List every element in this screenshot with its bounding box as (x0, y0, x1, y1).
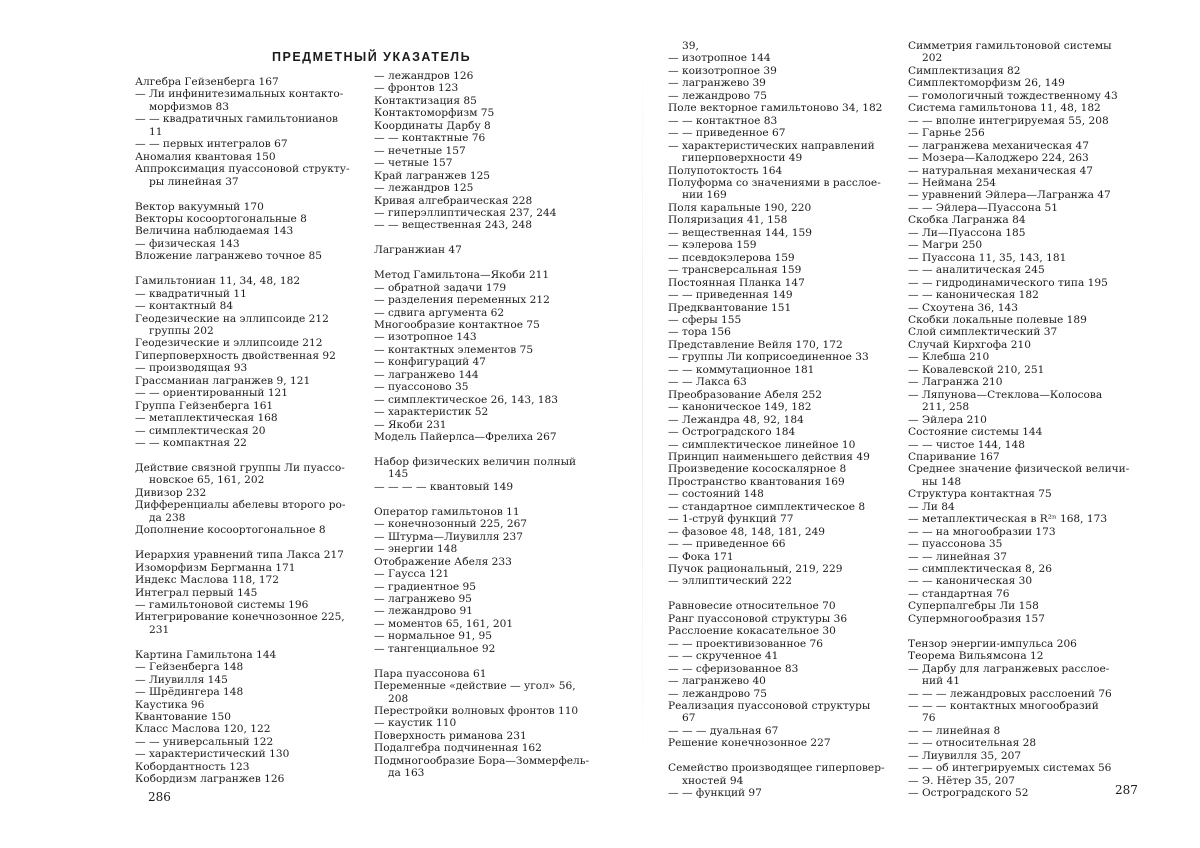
index-entry-continuation: 211, 258 (922, 401, 970, 414)
index-entry: Картина Гамильтона 144 (135, 648, 277, 661)
index-entry: Пучок рациональный, 219, 229 (668, 563, 843, 576)
index-entry: — нечетные 157 (374, 144, 466, 157)
index-entry: Вектор вакуумный 170 (135, 200, 264, 213)
index-entry: Группа Гейзенберга 161 (135, 399, 274, 412)
index-entry: Многообразие контактное 75 (374, 319, 540, 332)
index-entry: — фазовое 48, 148, 181, 249 (668, 525, 826, 538)
index-entry: — обратной задачи 179 (374, 281, 507, 294)
blank-line (374, 232, 609, 244)
index-entry: — гиперэллиптическая 237, 244 (374, 206, 557, 219)
index-entry: — метаплектическая в R²ⁿ 168, 173 (908, 513, 1108, 526)
index-entry: Поверхность риманова 231 (374, 729, 527, 742)
index-entry: Ранг пуассоновой структуры 36 (668, 612, 848, 625)
index-entry: — — чистое 144, 148 (908, 438, 1025, 451)
index-entry: Спаривание 167 (908, 450, 1000, 463)
index-entry-continuation: 67 (682, 712, 696, 725)
index-entry: — нормальное 91, 95 (374, 630, 493, 643)
index-entry: — физическая 143 (135, 237, 240, 250)
index-entry: Гиперповерхность двойственная 92 (135, 349, 336, 362)
index-entry: — лагранжево 144 (374, 368, 479, 381)
index-entry: — эллиптический 222 (668, 575, 792, 588)
blank-line (135, 450, 365, 462)
index-entry: — сдвига аргумента 62 (374, 306, 505, 319)
index-entry: — конфигураций 47 (374, 356, 487, 369)
index-entry: Кобордантность 123 (135, 760, 250, 773)
index-entry: Иерархия уравнений типа Лакса 217 (135, 549, 344, 562)
index-column-1 (135, 76, 365, 786)
index-entry: — Лиувилля 35, 207 (908, 749, 1022, 762)
index-entry: — — проективизованное 76 (668, 637, 824, 650)
index-entry: Координаты Дарбу 8 (374, 119, 491, 132)
index-entry: — характеристический 130 (135, 748, 290, 761)
index-entry: Пара пуассонова 61 (374, 667, 487, 680)
index-entry: Метод Гамильтона—Якоби 211 (374, 269, 550, 282)
index-entry: — Шрёдингера 148 (135, 686, 244, 699)
index-entry: Супермногообразия 157 (908, 612, 1046, 625)
index-entry: — гомологичный тождественному 43 (908, 89, 1118, 102)
index-entry: Симплектизация 82 (908, 64, 1021, 77)
blank-line (908, 625, 1133, 637)
index-entry: — лежандров 125 (374, 182, 474, 195)
index-entry: Геодезические и эллипсоиде 212 (135, 337, 323, 350)
index-entry: — симплектическая 8, 26 (908, 563, 1052, 576)
index-entry-continuation: 231 (149, 623, 170, 636)
index-entry: — группы Ли коприсоединенное 33 (668, 351, 869, 364)
index-entry: Переменные «действие — угол» 56, (374, 680, 576, 693)
index-entry: Геодезические на эллипсоиде 212 (135, 312, 329, 325)
index-entry: — — ориентированный 121 (135, 387, 289, 400)
index-entry: — — первых интегралов 67 (135, 138, 288, 151)
index-entry: — лагранжево 95 (374, 592, 472, 605)
index-entry: — сферы 155 (668, 313, 742, 326)
index-entry: — — контактное 83 (668, 114, 778, 127)
index-entry: — Дарбу для лагранжевых расслое- (908, 662, 1110, 675)
index-entry-continuation: ры линейная 37 (149, 175, 239, 188)
index-entry: Теорема Вильямсона 12 (908, 650, 1044, 663)
index-entry: — Мозера—Калоджеро 224, 263 (908, 152, 1089, 165)
index-entry: Пространство квантования 169 (668, 475, 845, 488)
index-entry: Принцип наименьшего действия 49 (668, 450, 870, 463)
index-entry: — натуральная механическая 47 (908, 164, 1094, 177)
blank-line (374, 493, 609, 505)
index-entry: Оператор гамильтонов 11 (374, 505, 520, 518)
index-entry: Алгебра Гейзенберга 167 (135, 76, 279, 88)
index-entry: — — аналитическая 245 (908, 264, 1045, 277)
page-number-right: 287 (1115, 783, 1138, 797)
index-entry: Подалгебра подчиненная 162 (374, 742, 542, 755)
index-entry-continuation: 76 (922, 712, 936, 725)
index-entry: Каустика 96 (135, 698, 205, 711)
page-title: ПРЕДМЕТНЫЙ УКАЗАТЕЛЬ (272, 50, 472, 64)
index-entry: — Ковалевской 210, 251 (908, 363, 1045, 376)
index-column-4 (908, 40, 1133, 800)
index-entry: Предквантование 151 (668, 301, 792, 314)
index-entry-continuation: ны 148 (922, 475, 962, 488)
index-entry: Интегрирование конечнозонное 225, (135, 611, 345, 624)
page-gutter (642, 30, 643, 790)
index-entry: Вложение лагранжево точное 85 (135, 250, 322, 263)
index-entry: — тангенциальное 92 (374, 642, 496, 655)
blank-line (374, 655, 609, 667)
index-entry: Поляризация 41, 158 (668, 214, 788, 227)
index-entry: — — Лакса 63 (668, 376, 747, 389)
index-entry: Величина наблюдаемая 143 (135, 225, 294, 238)
index-entry: Случай Кирхгофа 210 (908, 338, 1031, 351)
index-entry: Полупотоктость 164 (668, 164, 783, 177)
page-number-left: 286 (148, 790, 171, 804)
index-entry: Аппроксимация пуассоновой структу- (135, 163, 350, 176)
index-entry: — Пуассона 11, 35, 143, 181 (908, 251, 1067, 264)
index-entry: — лежандров 126 (374, 70, 474, 82)
index-entry: — вещественная 144, 159 (668, 226, 813, 239)
blank-line (374, 444, 609, 456)
index-entry: — контактных элементов 75 (374, 343, 534, 356)
index-entry: Квантование 150 (135, 711, 232, 724)
index-entry: Постоянная Планка 147 (668, 276, 805, 289)
index-entry: — — гидродинамического типа 195 (908, 276, 1108, 289)
index-entry: — — вещественная 243, 248 (374, 219, 532, 232)
index-entry: — Э. Нётер 35, 207 (908, 774, 1016, 787)
index-entry: — — компактная 22 (135, 437, 247, 450)
index-entry: Структура контактная 75 (908, 488, 1052, 501)
index-entry: — симплектическая 20 (135, 424, 266, 437)
index-entry: — — относительная 28 (908, 737, 1037, 750)
index-entry: — — линейная 8 (908, 724, 1001, 737)
index-entry: — лежандрово 75 (668, 89, 767, 102)
index-entry-continuation: 145 (388, 468, 409, 481)
index-entry: — гамильтоновой системы 196 (135, 598, 309, 611)
index-entry: Модель Пайерлса—Фрелиха 267 (374, 431, 557, 444)
index-entry: — — — лежандровых расслоений 76 (908, 687, 1112, 700)
index-entry: — — приведенное 67 (668, 127, 786, 140)
index-entry: Поле векторное гамильтоново 34, 182 (668, 102, 883, 115)
index-entry: Поля каральные 190, 220 (668, 201, 812, 214)
index-entry: — Эйлера 210 (908, 413, 987, 426)
index-entry: Решение конечнозонное 227 (668, 737, 831, 750)
index-entry: — пуассоново 35 (374, 381, 469, 394)
index-entry: — уравнений Эйлера—Лагранжа 47 (908, 189, 1111, 202)
index-entry: Произведение кососкалярное 8 (668, 463, 847, 476)
index-entry: — пуассонова 35 (908, 538, 1003, 551)
index-entry: Слой симплектический 37 (908, 326, 1058, 339)
index-entry: Набор физических величин полный (374, 456, 577, 468)
index-entry: Дифференциалы абелевы второго ро- (135, 499, 346, 512)
index-entry: Скобка Лагранжа 84 (908, 214, 1026, 227)
index-entry-continuation: да 238 (149, 511, 186, 524)
index-entry: — стандартное симплектическое 8 (668, 500, 866, 513)
index-entry: — Ли—Пуассона 185 (908, 226, 1026, 239)
blank-line (135, 537, 365, 549)
index-entry: Действие связной группы Ли пуассо- (135, 462, 345, 474)
index-entry-continuation: хностей 94 (682, 774, 744, 787)
index-entry: — лагранжева механическая 47 (908, 139, 1089, 152)
index-entry: — Ляпунова—Стеклова—Колосова (908, 388, 1103, 401)
index-column-3 (668, 40, 893, 800)
index-entry: — Остроградского 52 (908, 787, 1029, 800)
index-entry: Векторы косоортогональные 8 (135, 212, 307, 225)
index-entry: Скобки локальные полевые 189 (908, 313, 1087, 326)
index-entry-continuation: да 163 (388, 767, 425, 780)
index-entry: Расслоение кокасательное 30 (668, 625, 836, 638)
index-entry: — — коммутационное 181 (668, 363, 815, 376)
index-entry: Перестройки волновых фронтов 110 (374, 705, 579, 718)
blank-line (135, 263, 365, 275)
index-entry: — Штурма—Лиувилля 237 (374, 530, 523, 543)
index-entry: Контактоморфизм 75 (374, 107, 495, 120)
index-entry: — метаплектическая 168 (135, 412, 278, 425)
index-entry: — четные 157 (374, 157, 453, 170)
blank-line (374, 257, 609, 269)
index-entry: — — каноническая 182 (908, 289, 1039, 302)
index-entry: Край лагранжев 125 (374, 169, 491, 182)
index-entry: — конечнозонный 225, 267 (374, 518, 528, 531)
index-entry: — изотропное 143 (374, 331, 477, 344)
index-entry: — — функций 97 (668, 787, 762, 800)
index-entry: — — квадратичных гамильтонианов (135, 113, 338, 126)
index-entry: — кэлерова 159 (668, 239, 757, 252)
index-entry-continuation: группы 202 (149, 325, 214, 338)
index-entry: — квадратичный 11 (135, 287, 247, 300)
index-entry: — лежандрово 75 (668, 687, 767, 700)
index-entry: — 1-струй функций 77 (668, 513, 794, 526)
index-entry: — — каноническая 30 (908, 575, 1033, 588)
index-entry: — фронтов 123 (374, 82, 459, 95)
blank-line (668, 750, 893, 762)
index-entry: — производящая 93 (135, 362, 248, 375)
index-entry: Дивизор 232 (135, 486, 207, 499)
index-entry: — Якоби 231 (374, 418, 447, 431)
index-entry: — каустик 110 (374, 717, 457, 730)
index-entry: — Фока 171 (668, 550, 734, 563)
index-entry: — — скрученное 41 (668, 650, 779, 663)
index-entry: Среднее значение физической величи- (908, 463, 1130, 476)
index-entry: — — приведенное 66 (668, 538, 786, 551)
index-entry: — Неймана 254 (908, 176, 997, 189)
index-entry: — — вполне интегрируемая 55, 208 (908, 114, 1109, 127)
index-entry: — градиентное 95 (374, 580, 476, 593)
blank-line (668, 588, 893, 600)
index-entry: — характеристических направлений (668, 139, 875, 152)
index-entry: — разделения переменных 212 (374, 294, 550, 307)
index-entry-continuation: гиперповерхности 49 (682, 152, 803, 165)
index-entry: — тора 156 (668, 326, 731, 339)
index-entry: — симплектическое линейное 10 (668, 438, 856, 451)
index-entry: Тензор энергии-импульса 206 (908, 637, 1077, 650)
index-entry-continuation: морфизмов 83 (149, 100, 229, 113)
index-entry: Кобордизм лагранжев 126 (135, 773, 285, 786)
index-entry: Представление Вейля 170, 172 (668, 338, 843, 351)
index-entry: — каноническое 149, 182 (668, 401, 812, 414)
index-entry: Преобразование Абеля 252 (668, 388, 823, 401)
index-entry-continuation: 202 (922, 52, 943, 65)
index-entry-continuation: 39, (682, 40, 699, 52)
blank-line (135, 188, 365, 200)
index-entry: — лежандрово 91 (374, 605, 473, 618)
index-entry: Отображение Абеля 233 (374, 555, 512, 568)
index-entry: Подмногообразие Бора—Зоммерфель- (374, 754, 590, 767)
index-entry: — лагранжево 39 (668, 77, 766, 90)
index-entry: Индекс Маслова 118, 172 (135, 574, 280, 587)
index-entry: — — — контактных многообразий (908, 700, 1099, 712)
index-entry: — Лагранжа 210 (908, 376, 1003, 389)
index-entry: — моментов 65, 161, 201 (374, 617, 514, 630)
index-entry: Семейство производящее гиперповер- (668, 762, 885, 775)
index-entry: — состояний 148 (668, 488, 764, 501)
index-entry: — характеристик 52 (374, 406, 489, 419)
index-entry: — лагранжево 40 (668, 675, 766, 688)
index-entry-continuation: 11 (149, 125, 163, 138)
index-entry: Класс Маслова 120, 122 (135, 723, 271, 736)
blank-line (135, 636, 365, 648)
index-entry: Дополнение косоортогональное 8 (135, 524, 326, 537)
index-entry: Равновесие относительное 70 (668, 600, 836, 613)
index-entry: — — сферизованное 83 (668, 662, 799, 675)
index-column-2 (374, 70, 609, 780)
index-entry: — Схоутена 36, 143 (908, 301, 1018, 314)
index-entry: — коизотропное 39 (668, 64, 777, 77)
index-entry: — Остроградского 184 (668, 426, 796, 439)
index-entry-continuation: ний 41 (922, 675, 961, 688)
index-entry: Симметрия гамильтоновой системы (908, 40, 1112, 52)
index-entry: Изоморфизм Бергманна 171 (135, 561, 296, 574)
index-entry: — Ли 84 (908, 500, 955, 513)
index-entry: Кривая алгебраическая 228 (374, 194, 533, 207)
index-entry: — — универсальный 122 (135, 735, 274, 748)
index-entry: Грассманиан лагранжев 9, 121 (135, 374, 311, 387)
index-entry: — Гаусса 121 (374, 568, 450, 581)
index-entry: — стандартная 76 (908, 587, 1010, 600)
index-entry-continuation: нии 169 (682, 189, 727, 202)
index-entry: — энергии 148 (374, 543, 458, 556)
index-entry: Полуформа со значениями в расслое- (668, 176, 881, 189)
index-entry: — трансверсальная 159 (668, 264, 802, 277)
index-entry: Реализация пуассоновой структуры (668, 700, 871, 712)
index-entry: — — — дуальная 67 (668, 724, 779, 737)
index-entry: Лагранжиан 47 (374, 244, 462, 257)
index-entry: Симплектоморфизм 26, 149 (908, 77, 1065, 90)
index-entry: Состояние системы 144 (908, 426, 1043, 439)
index-entry: — Клебша 210 (908, 351, 990, 364)
index-entry: — Гарнье 256 (908, 127, 985, 140)
index-entry: — — Эйлера—Пуассона 51 (908, 201, 1059, 214)
index-entry: Контактизация 85 (374, 94, 477, 107)
index-entry: — Лиувилля 145 (135, 673, 228, 686)
index-entry-continuation: новское 65, 161, 202 (149, 474, 265, 487)
index-entry: — — об интегрируемых системах 56 (908, 762, 1112, 775)
index-entry: Аномалия квантовая 150 (135, 150, 276, 163)
index-entry: Гамильтониан 11, 34, 48, 182 (135, 275, 301, 288)
index-entry: Система гамильтонова 11, 48, 182 (908, 102, 1101, 115)
index-entry: Интеграл первый 145 (135, 586, 258, 599)
index-entry: — симплектическое 26, 143, 183 (374, 393, 559, 406)
index-entry: — Ли инфинитезимальных контакто- (135, 88, 344, 101)
index-entry: — — приведенная 149 (668, 289, 793, 302)
index-entry: — Лежандра 48, 92, 184 (668, 413, 804, 426)
index-entry: — — линейная 37 (908, 550, 1008, 563)
index-entry: — контактный 84 (135, 300, 234, 313)
index-entry: — — на многообразии 173 (908, 525, 1056, 538)
index-entry: — Магри 250 (908, 239, 983, 252)
index-entry-continuation: 208 (388, 692, 409, 705)
index-entry: Суперпалгебры Ли 158 (908, 600, 1039, 613)
index-entry: — псевдокэлерова 159 (668, 251, 795, 264)
index-entry: — — контактные 76 (374, 132, 486, 145)
index-entry: — — — — квантовый 149 (374, 480, 514, 493)
index-entry: — Гейзенберга 148 (135, 661, 244, 674)
index-entry: — изотропное 144 (668, 52, 771, 65)
